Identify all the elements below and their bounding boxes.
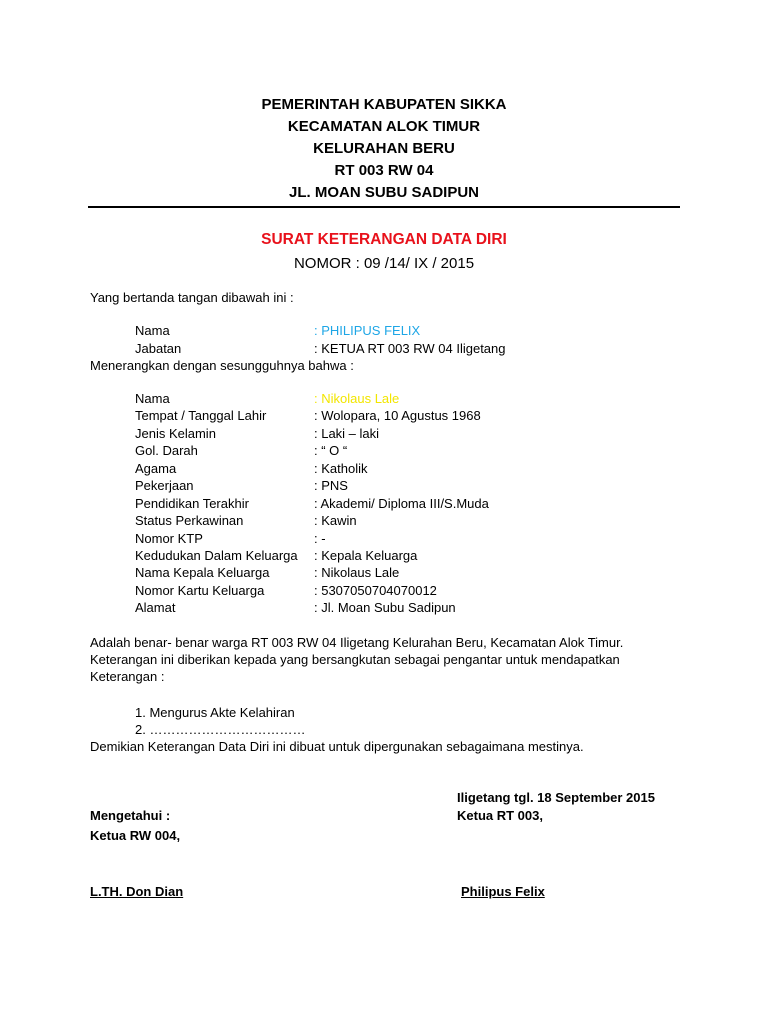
subject-value: : Wolopara, 10 Agustus 1968 [314,408,481,423]
subject-label: Pendidikan Terakhir [135,496,249,511]
closing-text: Demikian Keterangan Data Diri ini dibuat untuk dipergunakan sebagaimana mestinya. [90,739,584,754]
subject-value: : Akademi/ Diploma III/S.Muda [314,496,489,511]
signer-position-value: : KETUA RT 003 RW 04 Iligetang [314,341,506,356]
header-divider [88,206,680,208]
subject-value: : Nikolaus Lale [314,391,400,406]
subject-value: : Kepala Keluarga [314,548,418,563]
subject-value: : Katholik [314,461,368,476]
rw-head-name: L.TH. Don Dian [90,884,184,899]
subject-value: : Laki – laki [314,426,380,441]
subject-label: Jenis Kelamin [135,426,216,441]
document-title: SURAT KETERANGAN DATA DIRI [261,231,507,248]
subject-label: Alamat [135,600,176,615]
purpose-item: 2. ……………………………… [135,722,306,737]
subject-label: Tempat / Tanggal Lahir [135,408,267,423]
subject-value: : 5307050704070012 [314,583,437,598]
subject-value: : “ O “ [314,443,348,458]
signer-name-label: Nama [135,323,170,338]
subject-label: Nama Kepala Keluarga [135,565,270,580]
subject-label: Kedudukan Dalam Keluarga [135,548,298,563]
subject-value: : Jl. Moan Subu Sadipun [314,600,456,615]
place-date: Iligetang tgl. 18 September 2015 [457,790,655,805]
rt-head-name: Philipus Felix [461,884,545,899]
document-number: NOMOR : 09 /14/ IX / 2015 [293,255,475,272]
subject-label: Nomor Kartu Keluarga [135,583,265,598]
header-line-3: KELURAHAN BERU [313,140,455,157]
intro-text: Yang bertanda tangan dibawah ini : [90,290,294,305]
subject-label: Nomor KTP [135,531,203,546]
subject-value: : - [314,531,326,546]
header-line-1: PEMERINTAH KABUPATEN SIKKA [261,96,507,113]
rw-head-title: Ketua RW 004, [90,828,181,843]
rt-head-title: Ketua RT 003, [457,808,543,823]
subject-label: Pekerjaan [135,478,194,493]
subject-label: Nama [135,391,170,406]
subject-label: Status Perkawinan [135,513,244,528]
header-line-4: RT 003 RW 04 [334,162,434,179]
subject-label: Gol. Darah [135,443,198,458]
signer-position-label: Jabatan [135,341,182,356]
acknowledged-label: Mengetahui : [90,808,171,823]
header-line-2: KECAMATAN ALOK TIMUR [287,118,481,135]
purpose-item: 1. Mengurus Akte Kelahiran [135,705,295,720]
signer-name-value: : PHILIPUS FELIX [314,323,421,338]
header-line-5: JL. MOAN SUBU SADIPUN [288,184,479,201]
subject-value: : Kawin [314,513,357,528]
subject-label: Agama [135,461,177,476]
subject-value: : PNS [314,478,348,493]
body-line: Keterangan : [90,669,165,684]
statement-text: Menerangkan dengan sesungguhnya bahwa : [90,358,354,373]
subject-value: : Nikolaus Lale [314,565,400,580]
body-line: Adalah benar- benar warga RT 003 RW 04 Iligetang Kelurahan Beru, Kecamatan Alok Timur. [90,635,624,650]
body-line: Keterangan ini diberikan kepada yang bersangkutan sebagai pengantar untuk mendapatkan [90,652,620,667]
